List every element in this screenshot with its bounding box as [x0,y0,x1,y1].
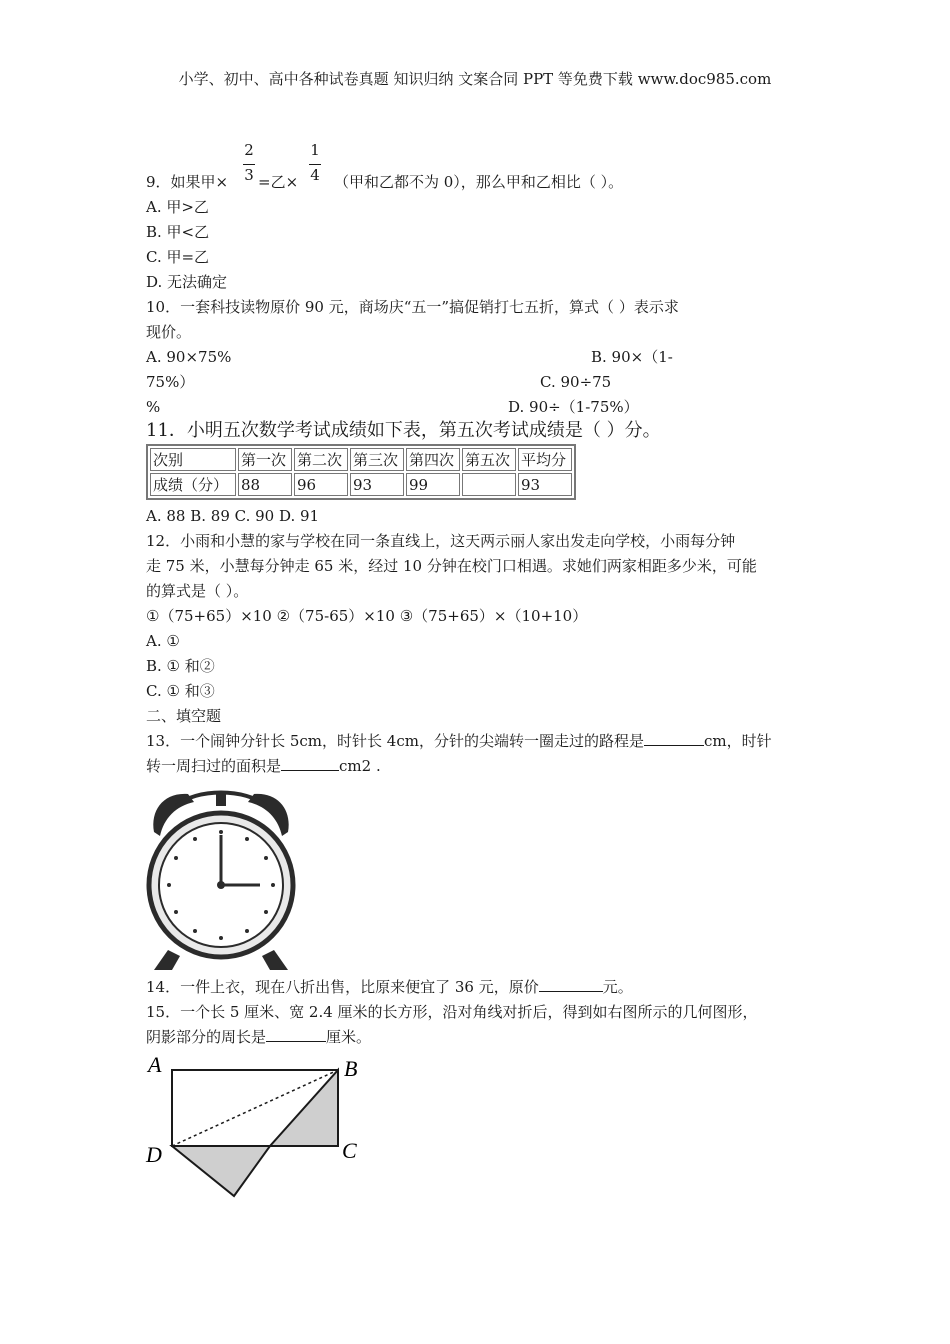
q10-option-c-part1: C. 90÷75 [540,373,612,391]
table-header-cell: 第三次 [350,448,404,471]
q9-option-a: A. 甲>乙 [146,198,209,216]
q10-option-a: A. 90×75% [146,348,232,366]
q9-mid: =乙× [258,173,299,191]
q14-unit: 元。 [602,978,633,996]
label-c: C [342,1138,357,1163]
q13-line1 [146,731,772,751]
table-cell: 93 [350,473,404,496]
q12-option-b: B. ① 和② [146,657,215,675]
q11-text: 11．小明五次数学考试成绩如下表，第五次考试成绩是（ ）分。 [146,420,661,441]
folded-rectangle-figure [140,1050,380,1200]
q13-line2 [146,756,381,776]
q9-frac1-denominator: 3 [244,166,254,184]
clock-center [217,881,225,889]
q9-frac1-bar [243,164,255,165]
q13-line2-text: 转一周扫过的面积是 [146,757,282,775]
shaded-triangle-upper [270,1070,338,1146]
q12-option-a: A. ① [146,632,180,650]
table-header-cell: 第一次 [238,448,292,471]
table-cell: 99 [406,473,460,496]
q12-line2: 走 75 米，小慧每分钟走 65 米，经过 10 分钟在校门口相遇。求她们两家相距多少米，可能 [146,557,757,575]
q14-blank[interactable] [539,977,603,992]
page-header: 小学、初中、高中各种试卷真题 知识归纳 文案合同 PPT 等免费下载 www.doc985.com [178,70,772,88]
table-cell: 93 [518,473,572,496]
right-leg [262,950,288,970]
q10-line2: 现价。 [146,323,192,341]
q11-score-table [146,444,576,500]
q9-option-d: D. 无法确定 [146,273,228,291]
table-header-row [150,448,572,471]
q15-line2-unit: 厘米。 [326,1028,372,1046]
q12-option-c: C. ① 和③ [146,682,215,700]
q9-option-b: B. 甲<乙 [146,223,210,241]
table-row [150,473,572,496]
q13-line1-unit: cm，时针 [703,732,772,750]
q15-line1: 15．一个长 5 厘米、宽 2.4 厘米的长方形，沿对角线对折后，得到如右图所示的几何图形， [146,1003,758,1021]
q12-line1: 12．小雨和小慧的家与学校在同一条直线上，这天两示丽人家出发走向学校，小雨每分钟 [146,532,736,550]
q10-option-d: D. 90÷（1-75%） [508,398,639,416]
q9-option-c: C. 甲=乙 [146,248,210,266]
clock-knob [216,792,226,806]
label-b: B [344,1056,358,1081]
q14-text: 14．一件上衣，现在八折出售，比原来便宜了 36 元，原价 [146,978,539,996]
left-leg [154,950,180,970]
q15-line2-text: 阴影部分的周长是 [146,1028,267,1046]
q12-formulas: ①（75+65）×10 ②（75-65）×10 ③（75+65）×（10+10） [146,607,588,625]
q9-suffix: （甲和乙都不为 0），那么甲和乙相比（ ）。 [334,173,624,191]
table-header-cell: 第二次 [294,448,348,471]
table-cell: 88 [238,473,292,496]
q13-line2-unit: cm2 . [339,757,381,775]
q9-prefix: 9．如果甲× [146,173,229,191]
label-a: A [148,1052,162,1077]
table-header-cell: 平均分 [518,448,572,471]
question-14 [146,977,633,997]
table-cell: 96 [294,473,348,496]
q10-option-b-part1: B. 90×（1- [591,348,673,366]
q11-options: A. 88 B. 89 C. 90 D. 91 [146,507,320,525]
q9-frac2-bar [309,164,321,165]
q13-line1-text: 13．一个闹钟分针长 5cm，时针长 4cm，分针的尖端转一圈走过的路程是 [146,732,644,750]
shaded-triangle-lower [172,1146,270,1196]
q9-frac2-denominator: 4 [310,166,320,184]
table-header-cell: 第五次 [462,448,516,471]
table-cell: 成绩（分） [150,473,236,496]
q10-option-c-part2: % [146,398,161,416]
q15-line2 [146,1027,371,1047]
alarm-clock-illustration [146,780,296,975]
q13-blank-1[interactable] [644,731,704,746]
q10-line1: 10．一套科技读物原价 90 元，商场庆“五一”搞促销打七五折，算式（ ）表示求 [146,298,679,316]
q15-blank[interactable] [266,1027,326,1042]
section-title-fill-in: 二、填空题 [146,707,222,725]
q9-frac2-numerator: 1 [310,141,320,159]
label-d: D [146,1142,162,1167]
table-header-cell: 次别 [150,448,236,471]
q9-frac1-numerator: 2 [244,141,254,159]
q12-line3: 的算式是（ ）。 [146,582,249,600]
table-header-cell: 第四次 [406,448,460,471]
q10-option-b-part2: 75%） [146,373,195,391]
table-cell [462,473,516,496]
q13-blank-2[interactable] [281,756,339,771]
